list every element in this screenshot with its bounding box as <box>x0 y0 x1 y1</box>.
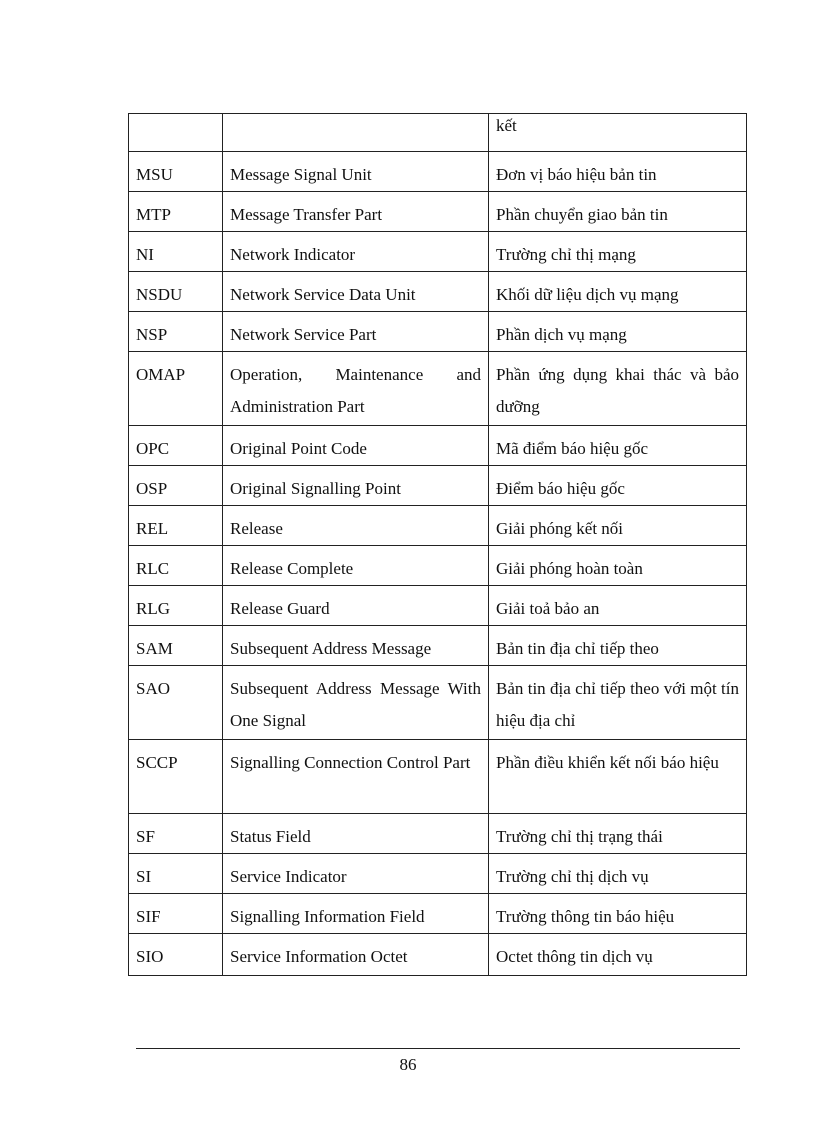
abbr-cell: SAM <box>129 626 223 666</box>
vietnamese-term-cell: Giải phóng hoàn toàn <box>489 546 747 586</box>
table-row <box>129 666 747 740</box>
vietnamese-term-cell: Trường chỉ thị dịch vụ <box>489 854 747 894</box>
abbreviation-table <box>128 113 747 976</box>
english-term-cell: Network Service Data Unit <box>223 272 489 312</box>
abbr-cell: MTP <box>129 192 223 232</box>
abbr-cell: SF <box>129 814 223 854</box>
table-row <box>129 352 747 426</box>
vietnamese-term-cell: Bản tin địa chỉ tiếp theo với một tín hiệu địa chỉ <box>489 666 747 740</box>
vietnamese-term-cell: Phần điều khiển kết nối báo hiệu <box>489 740 747 814</box>
vietnamese-term-cell: Giải phóng kết nối <box>489 506 747 546</box>
english-term-cell: Original Point Code <box>223 426 489 466</box>
english-term-cell: Status Field <box>223 814 489 854</box>
english-term-cell: Subsequent Address Message With One Signal <box>223 666 489 740</box>
table-row <box>129 506 747 546</box>
table-row <box>129 740 747 814</box>
vietnamese-term-cell: Phần dịch vụ mạng <box>489 312 747 352</box>
page-number: 86 <box>399 1055 417 1074</box>
abbr-cell: NSP <box>129 312 223 352</box>
english-term-cell: Message Signal Unit <box>223 152 489 192</box>
vietnamese-term-cell: Khối dữ liệu dịch vụ mạng <box>489 272 747 312</box>
table-row <box>129 152 747 192</box>
table-row <box>129 814 747 854</box>
vietnamese-term-cell: Đơn vị báo hiệu bản tin <box>489 152 747 192</box>
english-term-cell: Operation, Maintenance and Administration Part <box>223 352 489 426</box>
table-row <box>129 626 747 666</box>
abbr-cell <box>129 114 223 152</box>
english-term-cell: Release Complete <box>223 546 489 586</box>
vietnamese-term-cell: Điểm báo hiệu gốc <box>489 466 747 506</box>
abbreviation-table-body <box>129 114 747 976</box>
abbr-cell: NI <box>129 232 223 272</box>
table-row <box>129 466 747 506</box>
vietnamese-term-cell: Mã điểm báo hiệu gốc <box>489 426 747 466</box>
table-row <box>129 894 747 934</box>
table-row <box>129 854 747 894</box>
vietnamese-term-cell: Trường chỉ thị mạng <box>489 232 747 272</box>
abbr-cell: SAO <box>129 666 223 740</box>
abbr-cell: RLC <box>129 546 223 586</box>
abbr-cell: SIO <box>129 934 223 976</box>
vietnamese-term-cell: kết <box>489 114 747 152</box>
footer-divider <box>136 1048 740 1049</box>
vietnamese-term-cell: Trường thông tin báo hiệu <box>489 894 747 934</box>
abbr-cell: SI <box>129 854 223 894</box>
vietnamese-term-cell: Giải toả bảo an <box>489 586 747 626</box>
abbr-cell: RLG <box>129 586 223 626</box>
english-term-cell: Subsequent Address Message <box>223 626 489 666</box>
vietnamese-term-cell: Phần ứng dụng khai thác và bảo dưỡng <box>489 352 747 426</box>
table-row <box>129 192 747 232</box>
abbr-cell: OPC <box>129 426 223 466</box>
table-row <box>129 586 747 626</box>
abbr-cell: OMAP <box>129 352 223 426</box>
abbr-cell: NSDU <box>129 272 223 312</box>
vietnamese-term-cell: Trường chỉ thị trạng thái <box>489 814 747 854</box>
english-term-cell: Network Service Part <box>223 312 489 352</box>
english-term-cell: Release Guard <box>223 586 489 626</box>
english-term-cell: Original Signalling Point <box>223 466 489 506</box>
vietnamese-term-cell: Bản tin địa chỉ tiếp theo <box>489 626 747 666</box>
vietnamese-term-cell: Phần chuyển giao bản tin <box>489 192 747 232</box>
abbr-cell: MSU <box>129 152 223 192</box>
abbr-cell: SCCP <box>129 740 223 814</box>
abbr-cell: SIF <box>129 894 223 934</box>
table-row <box>129 232 747 272</box>
english-term-cell: Network Indicator <box>223 232 489 272</box>
table-row <box>129 546 747 586</box>
english-term-cell: Message Transfer Part <box>223 192 489 232</box>
english-term-cell: Signalling Connection Control Part <box>223 740 489 814</box>
table-row <box>129 312 747 352</box>
english-term-cell: Signalling Information Field <box>223 894 489 934</box>
vietnamese-term-cell: Octet thông tin dịch vụ <box>489 934 747 976</box>
english-term-cell <box>223 114 489 152</box>
abbr-cell: REL <box>129 506 223 546</box>
table-row <box>129 272 747 312</box>
table-row <box>129 934 747 976</box>
english-term-cell: Service Information Octet <box>223 934 489 976</box>
abbr-cell: OSP <box>129 466 223 506</box>
table-row <box>129 426 747 466</box>
english-term-cell: Release <box>223 506 489 546</box>
english-term-cell: Service Indicator <box>223 854 489 894</box>
table-row <box>129 114 747 152</box>
